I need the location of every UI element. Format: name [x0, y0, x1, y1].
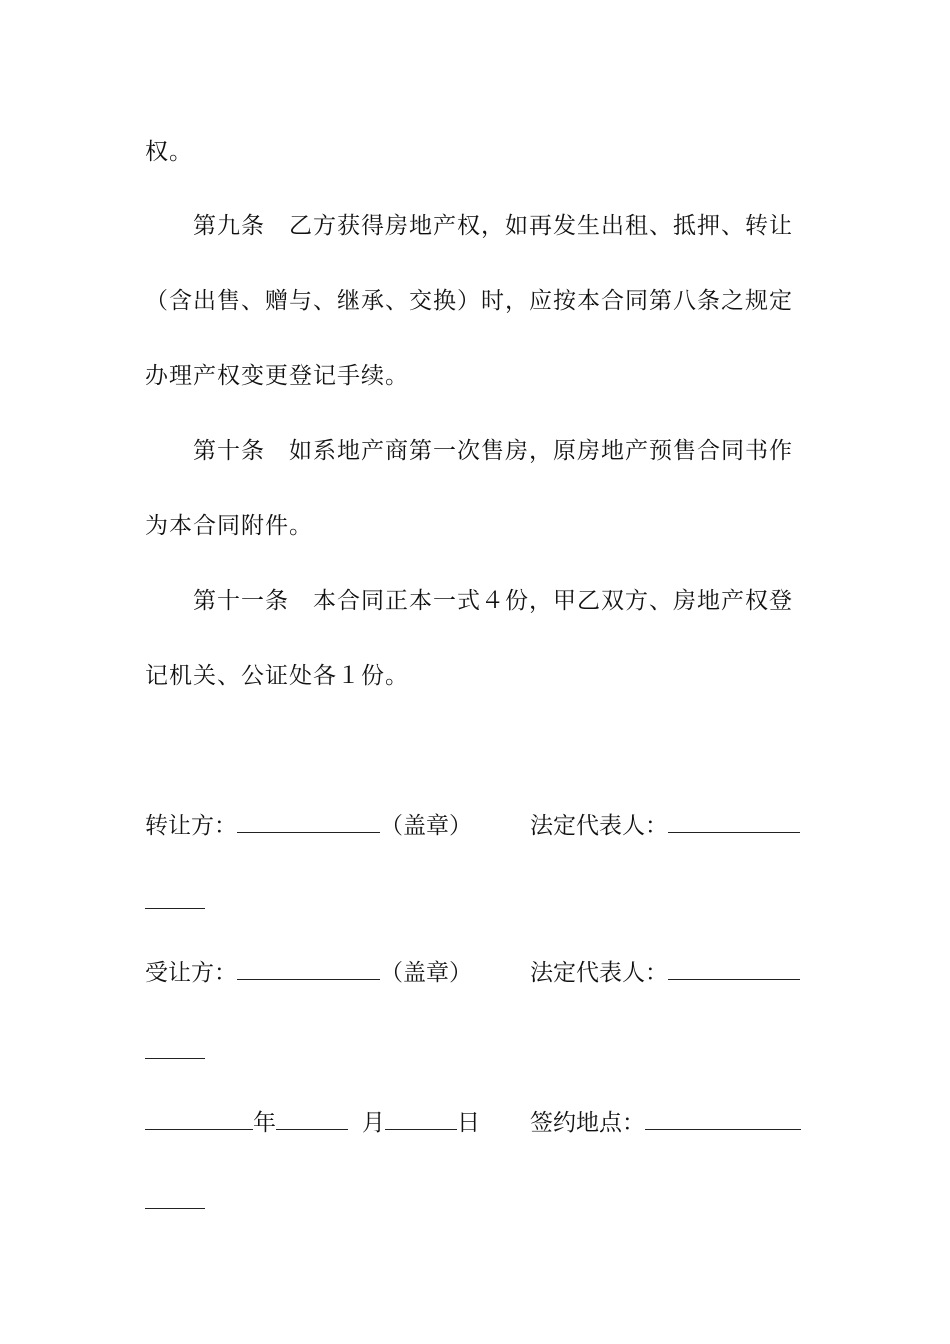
- transferor-blank: [237, 810, 380, 833]
- place-blank: [645, 1107, 801, 1130]
- article-9-line-1: 第九条 乙方获得房地产权，如再发生出租、抵押、转让: [193, 213, 793, 239]
- place-tail-blank: [145, 1207, 205, 1209]
- day-blank: [385, 1107, 457, 1130]
- article-10-line-2: 为本合同附件。: [145, 513, 313, 539]
- month-label: 月: [362, 1110, 385, 1136]
- paragraph-8-tail: 权。: [145, 139, 193, 165]
- article-9-line-2: （含出售、赠与、继承、交换）时，应按本合同第八条之规定: [145, 288, 793, 314]
- date-place-row: [145, 1107, 807, 1137]
- month-blank: [276, 1107, 348, 1130]
- article-9-line-3: 办理产权变更登记手续。: [145, 363, 409, 389]
- transferee-legal-rep-blank: [668, 957, 800, 980]
- article-11-line-2: 记机关、公证处各１份。: [145, 663, 409, 689]
- transferor-label: 转让方：: [145, 813, 237, 839]
- transferor-legal-rep-blank: [668, 810, 800, 833]
- transferor-legal-rep-label: 法定代表人：: [530, 813, 668, 839]
- transferee-tail-blank: [145, 1057, 205, 1059]
- transferee-legal-rep-label: 法定代表人：: [530, 960, 668, 986]
- year-label: 年: [253, 1110, 276, 1136]
- transferor-tail-blank: [145, 907, 205, 909]
- transferee-row: [145, 957, 807, 987]
- transferee-blank: [237, 957, 380, 980]
- article-11-line-1: 第十一条 本合同正本一式４份，甲乙双方、房地产权登: [193, 588, 793, 614]
- transferor-row: [145, 810, 807, 840]
- day-label: 日: [457, 1110, 480, 1136]
- transferee-seal-label: （盖章）: [380, 960, 472, 986]
- place-label: 签约地点：: [530, 1110, 645, 1136]
- year-blank: [145, 1107, 253, 1130]
- article-10-line-1: 第十条 如系地产商第一次售房，原房地产预售合同书作: [193, 438, 793, 464]
- transferee-label: 受让方：: [145, 960, 237, 986]
- transferor-seal-label: （盖章）: [380, 813, 472, 839]
